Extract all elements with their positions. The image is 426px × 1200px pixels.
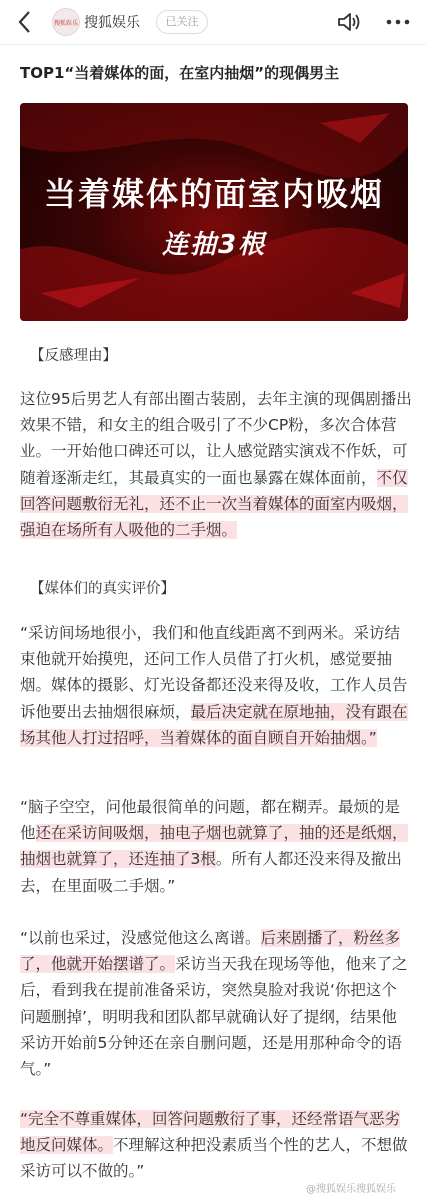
quote-text: 。所有人都还没来得及撤出去，在里面吸二手烟。” — [20, 850, 402, 895]
chevron-left-icon — [14, 8, 38, 36]
banner-subtitle: 连抽3根 — [161, 230, 267, 260]
more-dots-icon — [384, 10, 412, 34]
speaker-button[interactable] — [336, 10, 362, 34]
follow-button[interactable]: 已关注 — [156, 10, 208, 34]
more-button[interactable] — [384, 10, 412, 34]
source-name[interactable]: 搜狐娱乐 — [84, 15, 140, 31]
watermark: @搜狐娱乐搜狐娱乐 — [306, 1184, 396, 1195]
quote-text: “采访间场地很小，我们和他直线距离不到两米。采访结束他就开始摸兜，还问工作人员借了打火机，感觉要抽烟。媒体的摄影、灯光设备都还没来得及收，工作人员告诉他要出去抽烟很麻烦， — [20, 624, 408, 721]
article-headline: TOP1“当着媒体的面，在室内抽烟”的现偶男主 — [20, 64, 340, 82]
back-button[interactable] — [14, 8, 38, 36]
media-quote-2 — [20, 794, 412, 899]
quote-text: “以前也采过，没感觉他这么离谱。 — [20, 929, 261, 947]
banner-title: 当着媒体的面室内吸烟 — [43, 175, 384, 213]
highlighted-text: 最后决定就在原地抽，没有跟在场其他人打过招呼，当着媒体的面自顾自开始抽烟。” — [20, 702, 408, 747]
media-quote-4 — [20, 1106, 412, 1185]
media-quote-1 — [20, 620, 412, 751]
highlighted-text: 后来剧播了，粉丝多了，他就开始摆谱了。 — [20, 929, 401, 974]
quote-text: 采访当天我在现场等他，他来了之后，看到我在提前准备采访，突然臭脸对我说‘你把这个问题删掉’，明明我和团队都早就确认好了提纲，结果他采访开始前5分钟还在亲自删问题，还是用那种命令的语气。” — [20, 955, 408, 1079]
source-logo[interactable] — [52, 8, 80, 36]
highlighted-text: “完全不尊重媒体，回答问题敷衍了事，还经常语气恶劣地反问媒体。 — [20, 1110, 401, 1155]
section-title-reason: 【反感理由】 — [30, 348, 117, 364]
paragraph-text: 这位95后男艺人有部出圈古装剧，去年主演的现偶剧播出效果不错，和女主的组合吸引了不少CP粉，多次合体营业。一开始他口碑还可以，让人感觉踏实演戏不作妖，可随着逐渐走红，其最真实的一面也暴露在媒体面前， — [20, 390, 412, 487]
highlighted-text: 不仅回答问题敷衍无礼，还不止一次当着媒体的面室内吸烟，强迫在场所有人吸他的二手烟。 — [20, 468, 408, 540]
quote-text: 不理解这种把没素质当个性的艺人，不想做采访可以不做的。” — [20, 1136, 408, 1181]
logo-text: 搜狐娱乐 — [53, 19, 78, 27]
speaker-icon — [336, 10, 362, 34]
top-bar — [0, 0, 426, 45]
media-quote-3 — [20, 925, 412, 1082]
quote-text: “脑子空空，问他最很简单的问题，都在糊弄。最烦的是他 — [20, 798, 401, 843]
paragraph-reason — [20, 386, 412, 543]
highlighted-text: 还在采访间吸烟，抽电子烟也就算了，抽的还是纸烟，抽烟也就算了，还连抽了3根 — [20, 824, 408, 869]
section-title-media-reviews: 【媒体们的真实评价】 — [30, 581, 175, 597]
article-banner-image[interactable] — [20, 103, 408, 321]
